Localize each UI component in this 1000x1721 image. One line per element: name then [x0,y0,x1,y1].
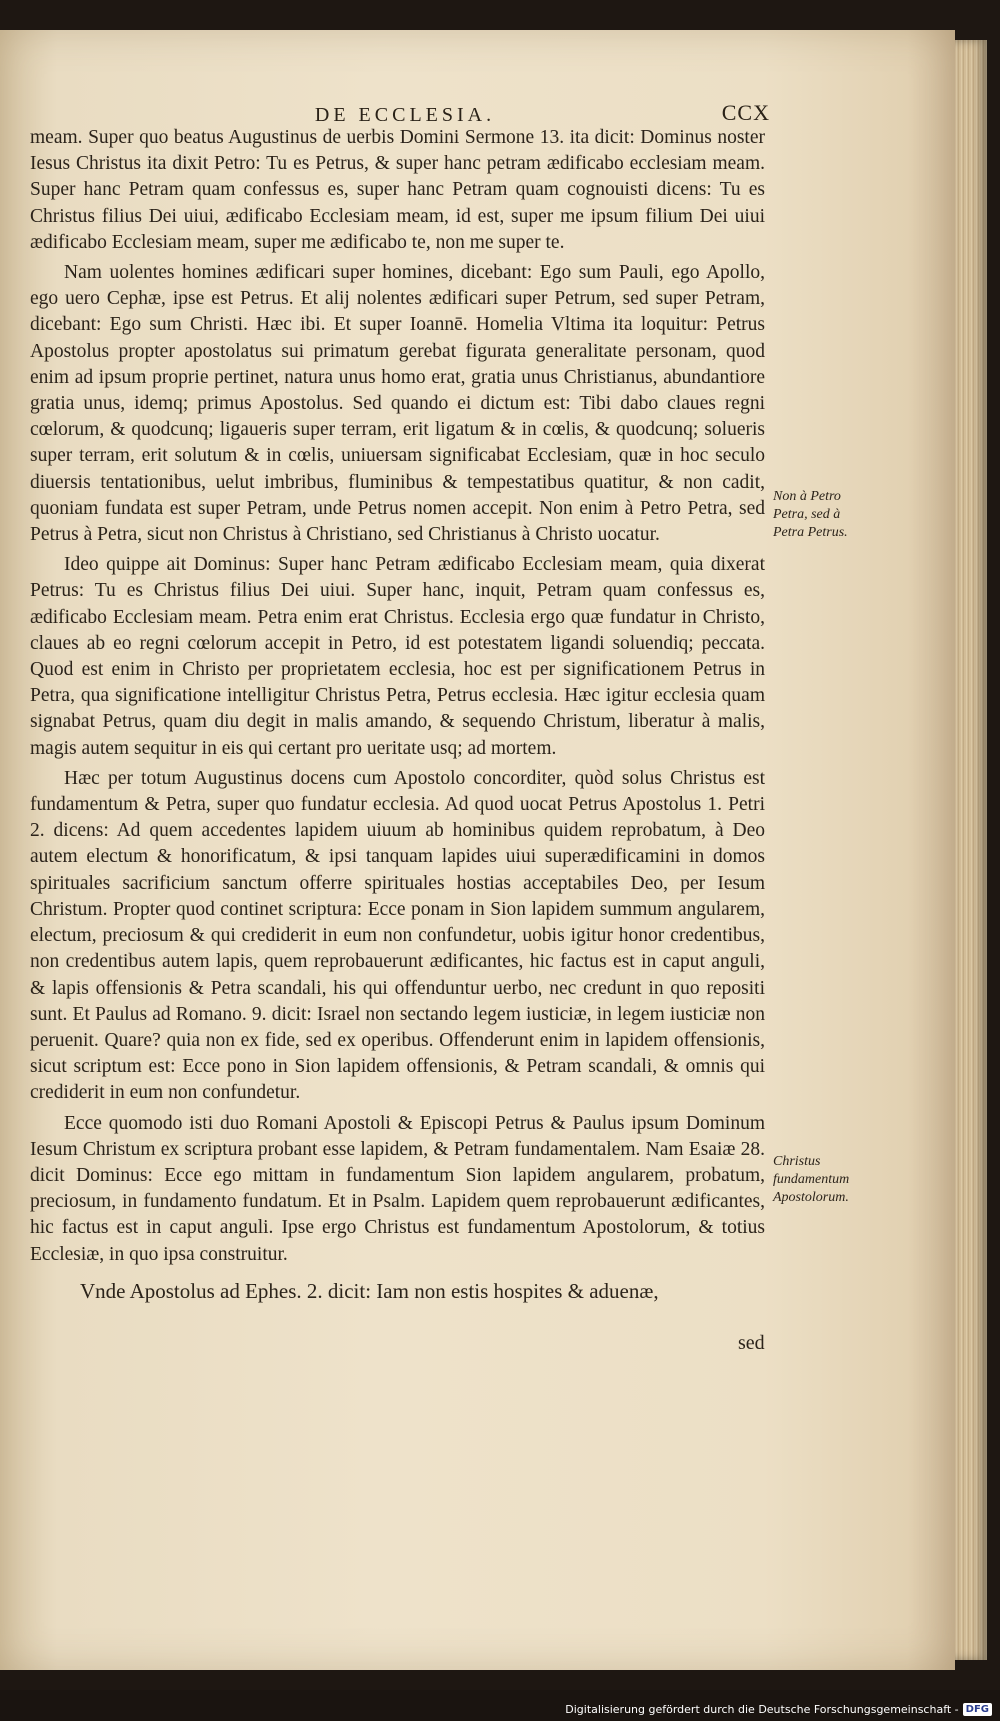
paragraph: Ecce quomodo isti duo Romani Apostoli & Episcopi Petrus & Paulus ipsum Dominum Iesum Christum ex scriptura probant esse lapidem, & Petram fundamentalem. Nam Esaiæ 28. dicit Dominus: Ecce ego mittam in fundamentum Sion lapidem angularem, probatum, preciosum, in fundamento fundatum. Et in Psalm. Lapidem quem reprobauerunt ædificantes, hic factus est in caput anguli. Ipse ergo Christus est fundamentum Apostolorum, & totius Ecclesiæ, in quo ipsa construitur. [30,1112,765,1265]
page-number: CCX [721,100,770,125]
footer-text: Digitalisierung gefördert durch die Deutsche Forschungsgemeinschaft - [565,1702,959,1716]
marginal-note: Non à Petro Petra, sed à Petra Petrus. [773,489,848,540]
paragraph: Vnde Apostolus ad Ephes. 2. dicit: Iam non estis hospites & aduenæ, [80,1278,659,1303]
paragraph: Nam uolentes homines ædificari super homines, dicebant: Ego sum Pauli, ego Apollo, ego uero Cephæ, ipse est Petrus. Et alij nolentes ædificari super Petrum, sed super Petram, dicebant: Ego sum Christi. Hæc ibi. Et super Ioannē. Homelia Vltima ita loquitur: Petrus Apostolus propter apostolatus sui primatum gerebat figurata generalitate personam, quod enim ad ipsum proprie pertinet, natura unus homo erat, gratia unus Christianus, abundantiore gratia unus, idemq; primus Apostolus. Sed quando ei dictum est: Tibi dabo claues regni cœlorum, & quodcunq; ligaueris super terram, erit ligatum & in cœlis, & quodcunq; solueris super terram, erit solutum & in cœlis, uniuersam significabat Ecclesiam, quæ in hoc seculo diuersis tentationibus, uelut imbribus, fluminibus & tempestatibus quatitur, & non cadit, quoniam fundata est super Petram, unde Petrus nomen accepit. Non enim à Petro Petra, sed Petrus à Petra, sicut non Christus à Christiano, sed Christianus à Christo uocatur. [30,262,765,546]
catchword: sed [738,1332,765,1354]
paragraph: Ideo quippe ait Dominus: Super hanc Petram ædificabo Ecclesiam meam, quia dixerat Petrus: Tu es Christus filius Dei uiui. Super hanc, inquit, Petram quam confessus es, ædificabo Ecclesiam meam. Petra enim erat Christus. Ecclesia ergo quæ fundatur in Christo, claues ab eo regni cœlorum accepit in Petro, id est potestatem ligandi soluendiq; peccata. Quod est enim in Christo per proprietatem ecclesia, hoc est per significationem Petrus in Petra, qua significatione intelligitur Christus Petra, Petrus ecclesia. Hæc igitur ecclesia quam signabat Petrus, quam diu degit in malis amando, & sequendo Christum, liberatur à malis, magis autem sequitur in eis qui certant pro ueritate usq; ad mortem. [30,554,765,759]
marginal-note: Christus fundamentum Apostolorum. [773,1154,850,1205]
page-edges [955,40,987,1660]
dfg-logo: DFG [963,1703,992,1716]
running-head: DE ECCLESIA. [314,104,496,126]
digitization-footer [565,1699,992,1719]
paragraph: meam. Super quo beatus Augustinus de uerbis Domini Sermone 13. ita dicit: Dominus noster Iesus Christus ita dixit Petro: Tu es Petrus, & super hanc petram ædificabo ecclesiam meam. Super hanc Petram quam confessus es, super hanc Petram quam cognouisti dicens: Tu es Christus filius Dei uiui, ædificabo Ecclesiam meam, id est, super me ipsum filium Dei uiui ædificabo Ecclesiam meam, super me ædificabo te, non me super te. [30,127,765,253]
main-text-block [30,125,765,1308]
paragraph: Hæc per totum Augustinus docens cum Apostolo concorditer, quòd solus Christus est fundamentum & Petra, super quo fundatur ecclesia. Ad quod uocat Petrus Apostolus 1. Petri 2. dicens: Ad quem accedentes lapidem uiuum ab hominibus quidem reprobatum, à Deo autem electum & honorificatum, & ipsi tanquam lapides uiui superædificamini in domos spirituales sacrificium sanctum offerre spirituales hostias acceptabiles Deo, per Iesum Christum. Propter quod continet scriptura: Ecce ponam in Sion lapidem summum angularem, electum, preciosum & qui crediderit in eum non confundetur, uobis igitur honor credentibus, non credentibus autem lapis, quem reprobauerunt ædificantes, hic factus est in caput anguli, & lapis offensionis & Petra scandali, his qui offenduntur uerbo, nec credunt in quo repositi sunt. Et Paulus ad Romano. 9. dicit: Israel non sectando legem iusticiæ, in legem iusticiæ non peruenit. Quare? quia non ex fide, sed ex operibus. Offenderunt enim in lapidem offensionis, sicut scriptum est: Ecce pono in Sion lapidem offensionis, & Petram scandali, & omnis qui crediderit in eum non confundetur. [30,767,765,1104]
